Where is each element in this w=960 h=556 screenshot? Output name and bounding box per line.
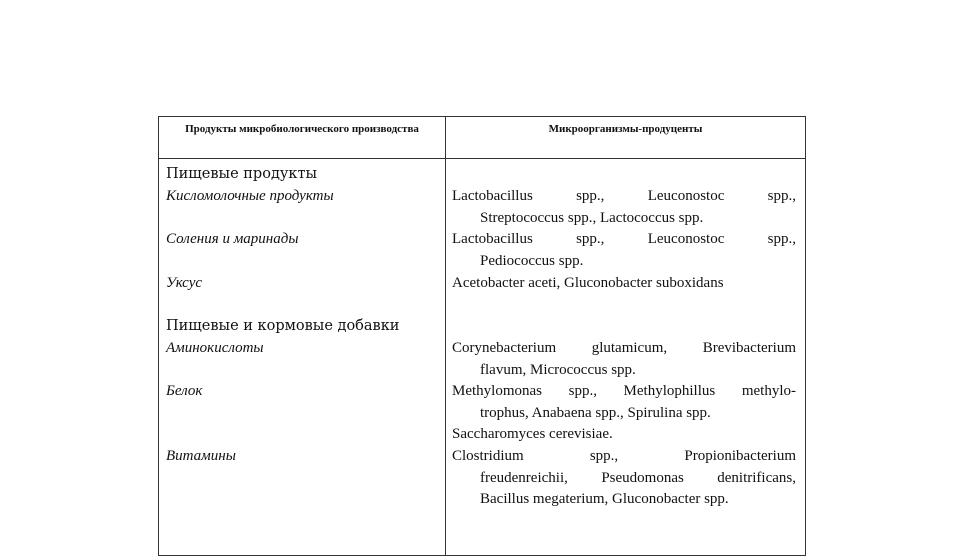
microbiology-table xyxy=(158,116,806,556)
microbes-line: Lactobacillus spp., Leuconostoc spp., xyxy=(452,231,796,247)
microbes-line: Lactobacillus spp., Leuconostoc spp., xyxy=(452,188,796,204)
product-vinegar: Уксус xyxy=(166,275,203,291)
microbes-line: Streptococcus spp., Lactococcus spp. xyxy=(480,209,704,226)
product-protein: Белок xyxy=(166,383,203,399)
microbes-vitamins xyxy=(452,446,796,511)
section-title-additives: Пищевые и кормовые добавки xyxy=(166,318,400,334)
header-products: Продукты микробиологического производства xyxy=(185,123,419,135)
header-microorganisms: Микроорганизмы-продуценты xyxy=(548,123,703,135)
microbes-line: Saccharomyces cerevisiae. xyxy=(452,426,613,442)
microbes-dairy xyxy=(452,186,796,229)
microbes-protein xyxy=(452,381,796,446)
microbes-line: Clostridium spp., Propionibacterium xyxy=(452,448,796,464)
microbes-line: freudenreichii, Pseudomonas denitrificans, xyxy=(480,469,796,486)
product-amino-acids: Аминокислоты xyxy=(166,340,264,356)
section-title-food: Пищевые продукты xyxy=(166,166,318,182)
product-vitamins: Витамины xyxy=(166,448,236,464)
microbes-line: Corynebacterium glutamicum, Brevibacterium xyxy=(452,340,796,356)
microbes-vinegar xyxy=(452,273,796,295)
microbes-amino-acids xyxy=(452,338,796,381)
microbes-line: trophus, Anabaena spp., Spirulina spp. xyxy=(480,404,711,421)
microbes-line: Bacillus megaterium, Gluconobacter spp. xyxy=(480,491,729,507)
product-pickles: Соления и маринады xyxy=(166,231,299,247)
product-dairy: Кисломолочные продукты xyxy=(166,188,334,204)
microbes-line: Acetobacter aceti, Gluconobacter suboxidans xyxy=(452,275,724,291)
microbes-pickles xyxy=(452,229,796,272)
microbes-line: flavum, Micrococcus spp. xyxy=(480,361,636,378)
column-divider xyxy=(445,117,446,555)
header-divider xyxy=(159,158,805,159)
microbes-line: Methylomonas spp., Methylophillus methylo- xyxy=(452,383,796,399)
microbes-line: Pediococcus spp. xyxy=(480,252,584,269)
